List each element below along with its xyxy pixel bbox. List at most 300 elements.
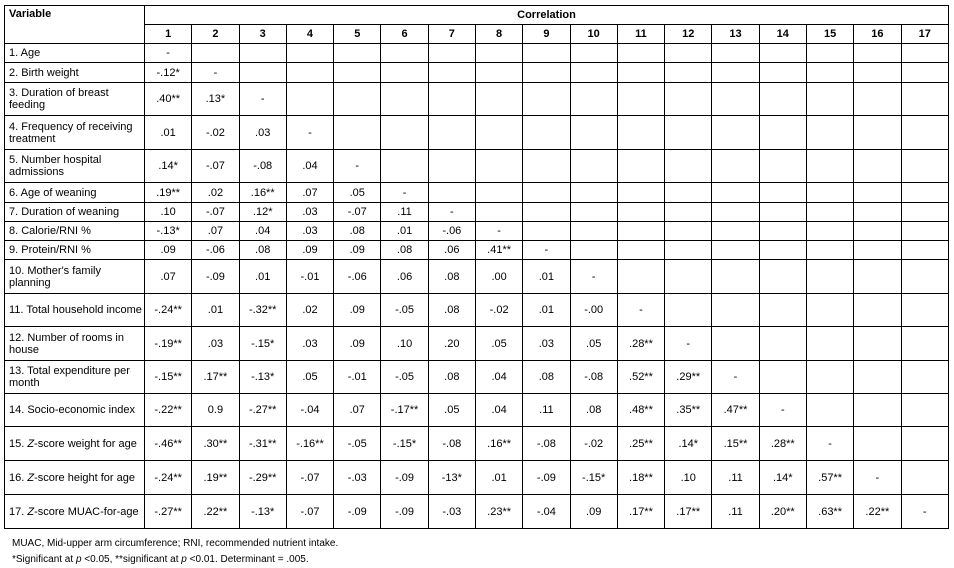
correlation-cell: -	[475, 222, 522, 241]
table-row	[5, 203, 949, 222]
correlation-cell: .08	[428, 361, 475, 394]
correlation-cell: .03	[192, 327, 239, 361]
correlation-cell: -.06	[428, 222, 475, 241]
correlation-cell: .03	[523, 327, 570, 361]
correlation-cell	[901, 222, 948, 241]
correlation-cell	[286, 44, 333, 63]
row-label-italic: Z	[27, 505, 35, 518]
correlation-cell: .22**	[854, 495, 901, 529]
row-label: 4. Frequency of receiving treatment	[5, 116, 145, 150]
correlation-cell: .30**	[192, 427, 239, 461]
correlation-cell	[712, 260, 759, 294]
row-label	[5, 495, 145, 529]
column-number-1: 1	[145, 25, 192, 44]
correlation-cell	[570, 203, 617, 222]
row-label: 8. Calorie/RNI %	[5, 222, 145, 241]
correlation-cell: .17**	[192, 361, 239, 394]
correlation-cell: .41**	[475, 241, 522, 260]
correlation-cell	[475, 150, 522, 183]
row-label-suffix: -score MUAC-for-age	[34, 505, 139, 518]
correlation-cell	[286, 63, 333, 83]
correlation-cell: -.32**	[239, 294, 286, 327]
correlation-cell	[617, 150, 664, 183]
correlation-cell	[854, 241, 901, 260]
correlation-cell: -.05	[381, 361, 428, 394]
correlation-cell: .00	[475, 260, 522, 294]
correlation-cell: .08	[523, 361, 570, 394]
correlation-cell: -.01	[286, 260, 333, 294]
table-row	[5, 260, 949, 294]
correlation-cell: -.04	[523, 495, 570, 529]
correlation-cell	[759, 294, 806, 327]
correlation-cell	[381, 116, 428, 150]
correlation-cell	[901, 327, 948, 361]
correlation-cell: .14*	[145, 150, 192, 183]
correlation-cell: -.17**	[381, 394, 428, 427]
correlation-cell: .05	[334, 183, 381, 203]
correlation-cell	[570, 116, 617, 150]
correlation-cell: .16**	[475, 427, 522, 461]
correlation-cell	[854, 294, 901, 327]
correlation-cell	[806, 63, 853, 83]
correlation-cell	[665, 83, 712, 116]
correlation-cell	[239, 44, 286, 63]
correlation-cell	[806, 116, 853, 150]
sig-text-c: <0.01. Determinant = .005.	[186, 554, 309, 565]
table-row	[5, 241, 949, 260]
correlation-cell	[428, 183, 475, 203]
correlation-cell	[617, 44, 664, 63]
correlation-cell	[901, 63, 948, 83]
correlation-cell	[570, 83, 617, 116]
correlation-cell	[523, 203, 570, 222]
correlation-cell	[334, 116, 381, 150]
correlation-cell: .09	[334, 327, 381, 361]
row-label: 14. Socio-economic index	[5, 394, 145, 427]
table-row	[5, 183, 949, 203]
column-number-12: 12	[665, 25, 712, 44]
sig-text-b: <0.05, **significant at	[81, 554, 182, 565]
correlation-cell	[712, 294, 759, 327]
correlation-cell	[665, 241, 712, 260]
column-number-15: 15	[806, 25, 853, 44]
correlation-cell	[428, 63, 475, 83]
correlation-cell: -.07	[192, 150, 239, 183]
correlation-cell	[523, 63, 570, 83]
table-row	[5, 222, 949, 241]
correlation-cell	[381, 150, 428, 183]
correlation-cell	[665, 294, 712, 327]
correlation-cell: -.15**	[145, 361, 192, 394]
correlation-cell	[901, 427, 948, 461]
correlation-cell	[854, 361, 901, 394]
column-number-16: 16	[854, 25, 901, 44]
correlation-cell: .20	[428, 327, 475, 361]
correlation-cell	[617, 203, 664, 222]
correlation-cell: -.31**	[239, 427, 286, 461]
column-number-6: 6	[381, 25, 428, 44]
correlation-cell	[854, 116, 901, 150]
correlation-cell: -.04	[286, 394, 333, 427]
row-label: 3. Duration of breast feeding	[5, 83, 145, 116]
correlation-cell: .05	[428, 394, 475, 427]
column-number-4: 4	[286, 25, 333, 44]
correlation-cell: -.16**	[286, 427, 333, 461]
correlation-cell	[712, 83, 759, 116]
correlation-cell: -.02	[192, 116, 239, 150]
correlation-cell: .28**	[759, 427, 806, 461]
correlation-cell	[665, 183, 712, 203]
correlation-cell: -	[570, 260, 617, 294]
correlation-cell: -.19**	[145, 327, 192, 361]
correlation-cell	[759, 241, 806, 260]
correlation-cell	[901, 361, 948, 394]
correlation-cell: .01	[192, 294, 239, 327]
abbreviations-note: MUAC, Mid-upper arm circumference; RNI, recommended nutrient intake.	[12, 538, 339, 549]
row-label-italic: Z	[27, 437, 35, 450]
correlation-cell	[901, 394, 948, 427]
correlation-cell: -.06	[334, 260, 381, 294]
correlation-cell	[759, 44, 806, 63]
correlation-cell: .16**	[239, 183, 286, 203]
correlation-cell	[334, 63, 381, 83]
column-number-17: 17	[901, 25, 948, 44]
table-row	[5, 83, 949, 116]
correlation-cell: -	[381, 183, 428, 203]
correlation-cell: -	[759, 394, 806, 427]
correlation-cell: -.15*	[381, 427, 428, 461]
correlation-cell	[901, 116, 948, 150]
correlation-cell	[286, 83, 333, 116]
correlation-cell: .01	[145, 116, 192, 150]
correlation-cell: .01	[523, 260, 570, 294]
correlation-cell	[854, 327, 901, 361]
sig-p-1: p	[75, 554, 82, 565]
correlation-cell	[712, 150, 759, 183]
table-row	[5, 63, 949, 83]
correlation-cell: .15**	[712, 427, 759, 461]
correlation-cell: .09	[334, 294, 381, 327]
correlation-cell: .10	[381, 327, 428, 361]
correlation-cell	[523, 222, 570, 241]
column-number-11: 11	[617, 25, 664, 44]
correlation-cell: .14*	[759, 461, 806, 495]
row-label-prefix: 16.	[9, 471, 28, 484]
correlation-cell: -	[901, 495, 948, 529]
table-row	[5, 427, 949, 461]
correlation-cell	[806, 222, 853, 241]
correlation-cell: -.02	[475, 294, 522, 327]
table-row	[5, 495, 949, 529]
column-number-3: 3	[239, 25, 286, 44]
correlation-cell: .17**	[665, 495, 712, 529]
row-label: 5. Number hospital admissions	[5, 150, 145, 183]
correlation-cell: -	[712, 361, 759, 394]
correlation-cell	[475, 83, 522, 116]
correlation-cell	[570, 44, 617, 63]
correlation-cell	[759, 83, 806, 116]
correlation-cell	[712, 63, 759, 83]
header-row-top	[5, 6, 949, 25]
correlation-cell	[665, 260, 712, 294]
correlation-cell: .10	[665, 461, 712, 495]
correlation-cell: -	[523, 241, 570, 260]
correlation-cell	[759, 203, 806, 222]
correlation-cell: -.24**	[145, 294, 192, 327]
correlation-cell: .52**	[617, 361, 664, 394]
correlation-cell	[901, 241, 948, 260]
correlation-cell: .01	[523, 294, 570, 327]
correlation-cell: .09	[145, 241, 192, 260]
correlation-cell: -	[854, 461, 901, 495]
correlation-cell: -	[286, 116, 333, 150]
correlation-cell	[759, 183, 806, 203]
table-row	[5, 394, 949, 427]
variable-header: Variable	[5, 6, 145, 44]
correlation-cell: -.03	[428, 495, 475, 529]
correlation-cell	[806, 83, 853, 116]
correlation-cell	[901, 294, 948, 327]
correlation-cell: -.15*	[239, 327, 286, 361]
table-row	[5, 461, 949, 495]
correlation-cell: .28**	[617, 327, 664, 361]
correlation-cell	[617, 116, 664, 150]
correlation-cell	[428, 150, 475, 183]
table-row	[5, 294, 949, 327]
correlation-cell: .12*	[239, 203, 286, 222]
correlation-header: Correlation	[145, 6, 949, 25]
correlation-cell: -.01	[334, 361, 381, 394]
correlation-cell: .09	[286, 241, 333, 260]
correlation-cell	[665, 150, 712, 183]
correlation-cell: .04	[475, 394, 522, 427]
correlation-cell: .10	[145, 203, 192, 222]
correlation-cell	[806, 327, 853, 361]
correlation-cell	[570, 63, 617, 83]
correlation-cell: .06	[381, 260, 428, 294]
correlation-cell	[901, 83, 948, 116]
correlation-cell: .08	[239, 241, 286, 260]
correlation-cell: .04	[239, 222, 286, 241]
correlation-cell	[428, 44, 475, 63]
correlation-cell: .08	[428, 294, 475, 327]
table-body	[5, 44, 949, 529]
correlation-cell: -	[145, 44, 192, 63]
correlation-cell: -	[665, 327, 712, 361]
correlation-cell	[239, 63, 286, 83]
correlation-cell	[854, 394, 901, 427]
correlation-cell	[475, 63, 522, 83]
correlation-cell: .08	[381, 241, 428, 260]
correlation-cell: .05	[286, 361, 333, 394]
correlation-cell: .17**	[617, 495, 664, 529]
correlation-cell: -	[428, 203, 475, 222]
correlation-cell	[665, 203, 712, 222]
table-row	[5, 116, 949, 150]
correlation-cell: .40**	[145, 83, 192, 116]
correlation-cell: .13*	[192, 83, 239, 116]
correlation-cell	[712, 222, 759, 241]
correlation-cell: .07	[334, 394, 381, 427]
correlation-cell: -	[334, 150, 381, 183]
correlation-cell: .09	[570, 495, 617, 529]
correlation-cell	[712, 241, 759, 260]
correlation-cell	[665, 116, 712, 150]
row-label	[5, 461, 145, 495]
correlation-cell: .03	[286, 203, 333, 222]
correlation-cell	[759, 116, 806, 150]
correlation-cell	[854, 222, 901, 241]
correlation-cell	[901, 183, 948, 203]
correlation-cell	[475, 183, 522, 203]
correlation-cell: -.09	[192, 260, 239, 294]
correlation-cell	[854, 63, 901, 83]
correlation-cell	[806, 294, 853, 327]
correlation-cell	[523, 116, 570, 150]
row-label: 12. Number of rooms in house	[5, 327, 145, 361]
correlation-cell: .57**	[806, 461, 853, 495]
row-label: 10. Mother's family planning	[5, 260, 145, 294]
correlation-cell	[617, 63, 664, 83]
correlation-cell: -.05	[381, 294, 428, 327]
correlation-cell	[617, 183, 664, 203]
correlation-cell: -.13*	[145, 222, 192, 241]
correlation-cell: .25**	[617, 427, 664, 461]
column-number-2: 2	[192, 25, 239, 44]
correlation-cell: .11	[523, 394, 570, 427]
correlation-cell	[475, 44, 522, 63]
correlation-cell	[806, 203, 853, 222]
correlation-cell: .08	[428, 260, 475, 294]
correlation-cell	[854, 83, 901, 116]
correlation-cell	[570, 183, 617, 203]
correlation-cell: -.06	[192, 241, 239, 260]
correlation-cell	[617, 260, 664, 294]
correlation-cell	[806, 44, 853, 63]
correlation-cell: .29**	[665, 361, 712, 394]
correlation-cell	[901, 44, 948, 63]
correlation-cell: .01	[475, 461, 522, 495]
correlation-cell: .20**	[759, 495, 806, 529]
correlation-cell	[617, 83, 664, 116]
correlation-cell	[381, 44, 428, 63]
correlation-cell	[901, 461, 948, 495]
row-label: 11. Total household income	[5, 294, 145, 327]
row-label: 1. Age	[5, 44, 145, 63]
row-label: 9. Protein/RNI %	[5, 241, 145, 260]
correlation-cell: -.08	[570, 361, 617, 394]
sig-p-2: p	[181, 554, 187, 565]
correlation-cell: -.15*	[570, 461, 617, 495]
correlation-cell: .08	[570, 394, 617, 427]
correlation-cell	[523, 44, 570, 63]
correlation-cell	[523, 83, 570, 116]
correlation-cell: -.05	[334, 427, 381, 461]
correlation-cell: .06	[428, 241, 475, 260]
correlation-cell: -.08	[428, 427, 475, 461]
column-number-9: 9	[523, 25, 570, 44]
correlation-cell	[806, 260, 853, 294]
row-label: 2. Birth weight	[5, 63, 145, 83]
correlation-cell: .63**	[806, 495, 853, 529]
correlation-cell: -.09	[381, 461, 428, 495]
correlation-cell	[854, 427, 901, 461]
correlation-cell: .11	[712, 461, 759, 495]
correlation-cell: .01	[239, 260, 286, 294]
correlation-cell: -	[617, 294, 664, 327]
correlation-cell	[759, 327, 806, 361]
correlation-cell	[570, 150, 617, 183]
correlation-cell	[759, 361, 806, 394]
correlation-cell	[381, 63, 428, 83]
correlation-table	[4, 5, 949, 529]
correlation-cell	[428, 83, 475, 116]
table-row	[5, 361, 949, 394]
correlation-cell	[901, 203, 948, 222]
correlation-cell	[523, 183, 570, 203]
correlation-cell	[759, 260, 806, 294]
correlation-cell: .03	[239, 116, 286, 150]
row-label-prefix: 15.	[9, 437, 28, 450]
correlation-cell: -.03	[334, 461, 381, 495]
correlation-cell	[381, 83, 428, 116]
correlation-cell: -.07	[286, 495, 333, 529]
table-notes	[12, 536, 338, 568]
correlation-cell	[712, 116, 759, 150]
correlation-cell	[334, 44, 381, 63]
correlation-cell: .04	[286, 150, 333, 183]
correlation-cell	[475, 203, 522, 222]
correlation-cell	[712, 44, 759, 63]
correlation-cell	[854, 44, 901, 63]
correlation-cell	[901, 150, 948, 183]
correlation-cell	[759, 222, 806, 241]
correlation-cell: .11	[712, 495, 759, 529]
correlation-cell	[712, 327, 759, 361]
correlation-cell: -.22**	[145, 394, 192, 427]
row-label-prefix: 17.	[9, 505, 28, 518]
correlation-cell: -.09	[381, 495, 428, 529]
correlation-cell: -.07	[334, 203, 381, 222]
correlation-cell: .19**	[192, 461, 239, 495]
table-row	[5, 327, 949, 361]
correlation-cell: -.27**	[239, 394, 286, 427]
correlation-cell	[806, 183, 853, 203]
correlation-cell: -.08	[523, 427, 570, 461]
correlation-cell	[854, 150, 901, 183]
correlation-cell: .14*	[665, 427, 712, 461]
significance-note	[12, 552, 338, 568]
column-number-8: 8	[475, 25, 522, 44]
correlation-cell	[854, 183, 901, 203]
correlation-cell: -.02	[570, 427, 617, 461]
correlation-cell	[334, 83, 381, 116]
row-label	[5, 427, 145, 461]
correlation-cell: -.13*	[239, 495, 286, 529]
correlation-cell: .08	[334, 222, 381, 241]
correlation-cell: .02	[192, 183, 239, 203]
correlation-cell: .07	[145, 260, 192, 294]
correlation-cell	[806, 241, 853, 260]
correlation-cell: -	[192, 63, 239, 83]
correlation-cell	[806, 150, 853, 183]
table-row	[5, 44, 949, 63]
correlation-cell: .09	[334, 241, 381, 260]
correlation-cell	[192, 44, 239, 63]
correlation-cell: -.07	[286, 461, 333, 495]
row-label-suffix: -score weight for age	[34, 437, 137, 450]
row-label-italic: Z	[27, 471, 35, 484]
